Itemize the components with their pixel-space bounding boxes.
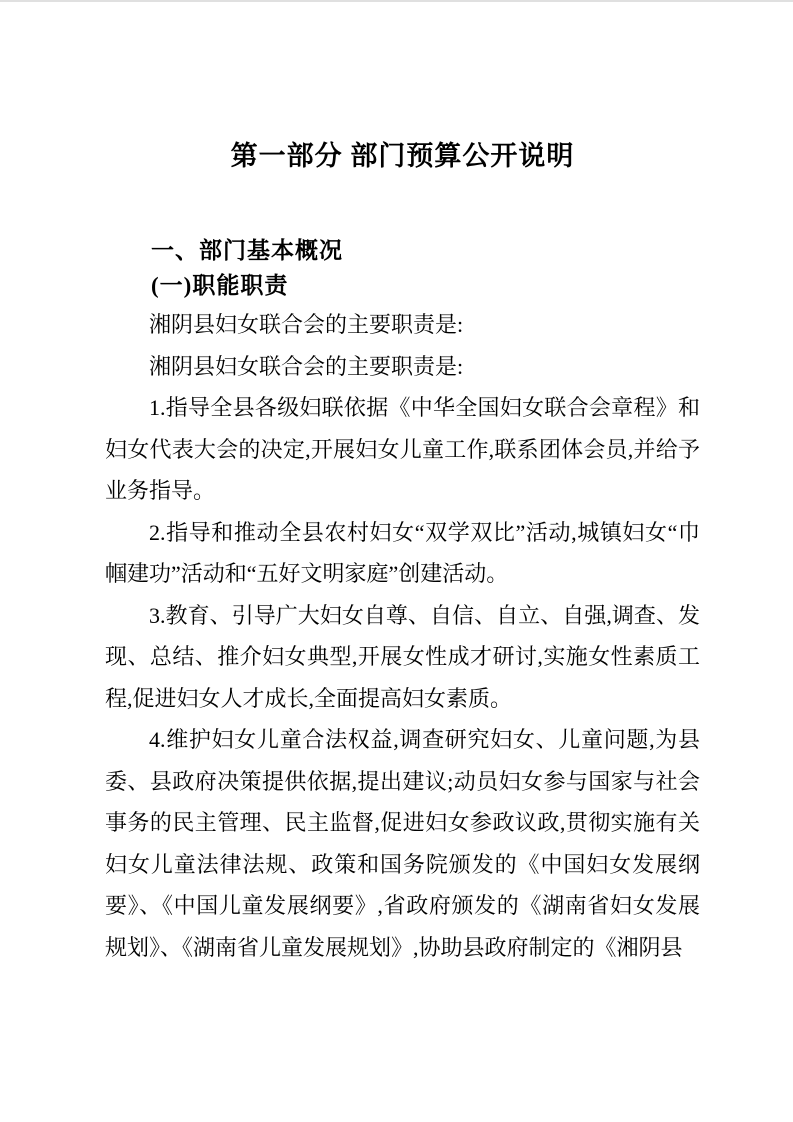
document-content	[0, 2, 793, 968]
paragraph-duty-1: 1.指导全县各级妇联依据《中华全国妇女联合会章程》和妇女代表大会的决定,开展妇女儿童工作,联系团体会员,并给予业务指导。	[105, 395, 700, 503]
paragraph-duties-intro-1: 湘阴县妇女联合会的主要职责是:	[149, 312, 464, 337]
paragraph-duty-2: 2.指导和推动全县农村妇女“双学双比”活动,城镇妇女“巾帼建功”活动和“五好文明家庭”创建活动。	[105, 519, 700, 586]
subsection-heading-duties: (一)职能职责	[151, 273, 289, 298]
section-heading-basic-overview: 一、部门基本概况	[151, 237, 343, 263]
document-title: 第一部分 部门预算公开说明	[230, 141, 575, 171]
paragraph-duty-4: 4.维护妇女儿童合法权益,调查研究妇女、儿童问题,为县委、县政府决策提供依据,提出建议;动员妇女参与国家与社会事务的民主管理、民主监督,促进妇女参政议政,贯彻实施有关妇女儿童法律法规、政策和国务院颁发的《中国妇女发展纲要》、《中国儿童发展纲要》,省政府颁发的《湖南省妇女发展规划》、《湖南省儿童发展规划》,协助县政府制定的《湘阴县	[105, 727, 700, 960]
paragraph-duty-3: 3.教育、引导广大妇女自尊、自信、自立、自强,调查、发现、总结、推介妇女典型,开展女性成才研讨,实施女性素质工程,促进妇女人才成长,全面提高妇女素质。	[105, 602, 700, 711]
paragraph-duties-intro-2: 湘阴县妇女联合会的主要职责是:	[149, 353, 464, 379]
